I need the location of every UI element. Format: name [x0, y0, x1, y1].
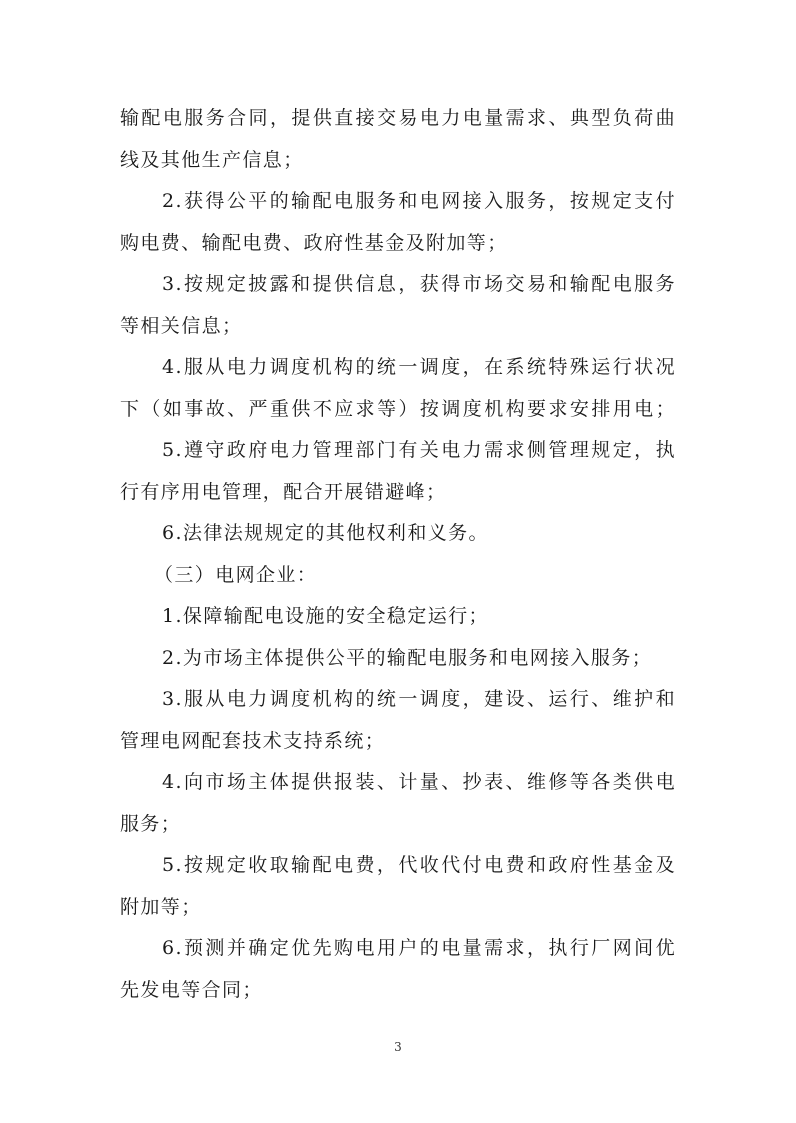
text-line-17: 4.向市场主体提供报装、计量、抄表、维修等各类供电 [162, 771, 676, 793]
text-line-1: 输配电服务合同，提供直接交易电力电量需求、典型负荷曲 [120, 107, 676, 129]
text-line-5: 3.按规定披露和提供信息，获得市场交易和输配电服务 [162, 273, 676, 295]
text-line-15: 3.服从电力调度机构的统一调度，建设、运行、维护和 [162, 688, 676, 710]
text-line-13: 1.保障输配电设施的安全稳定运行； [162, 605, 489, 627]
section-heading: （三）电网企业： [154, 563, 318, 586]
text-line-7: 4.服从电力调度机构的统一调度，在系统特殊运行状况 [162, 356, 676, 378]
text-line-4: 购电费、输配电费、政府性基金及附加等； [120, 231, 508, 254]
document-body [120, 98, 676, 1011]
text-line-6: 等相关信息； [120, 314, 243, 337]
text-line-9: 5.遵守政府电力管理部门有关电力需求侧管理规定，执 [162, 439, 676, 461]
text-line-22: 先发电等合同； [120, 978, 263, 1001]
text-line-11: 6.法律法规规定的其他权利和义务。 [162, 522, 489, 544]
page-number: 3 [394, 1040, 402, 1054]
text-line-21: 6.预测并确定优先购电用户的电量需求，执行厂网间优 [162, 937, 676, 959]
text-line-20: 附加等； [120, 895, 202, 918]
text-line-18: 服务； [120, 812, 182, 835]
text-line-19: 5.按规定收取输配电费，代收代付电费和政府性基金及 [162, 854, 676, 876]
text-line-8: 下（如事故、严重供不应求等）按调度机构要求安排用电； [120, 397, 676, 420]
text-line-3: 2.获得公平的输配电服务和电网接入服务，按规定支付 [162, 190, 676, 212]
text-line-10: 行有序用电管理，配合开展错避峰； [120, 480, 447, 503]
text-line-16: 管理电网配套技术支持系统； [120, 729, 386, 752]
text-line-2: 线及其他生产信息； [120, 148, 304, 171]
text-line-14: 2.为市场主体提供公平的输配电服务和电网接入服务； [162, 646, 653, 669]
